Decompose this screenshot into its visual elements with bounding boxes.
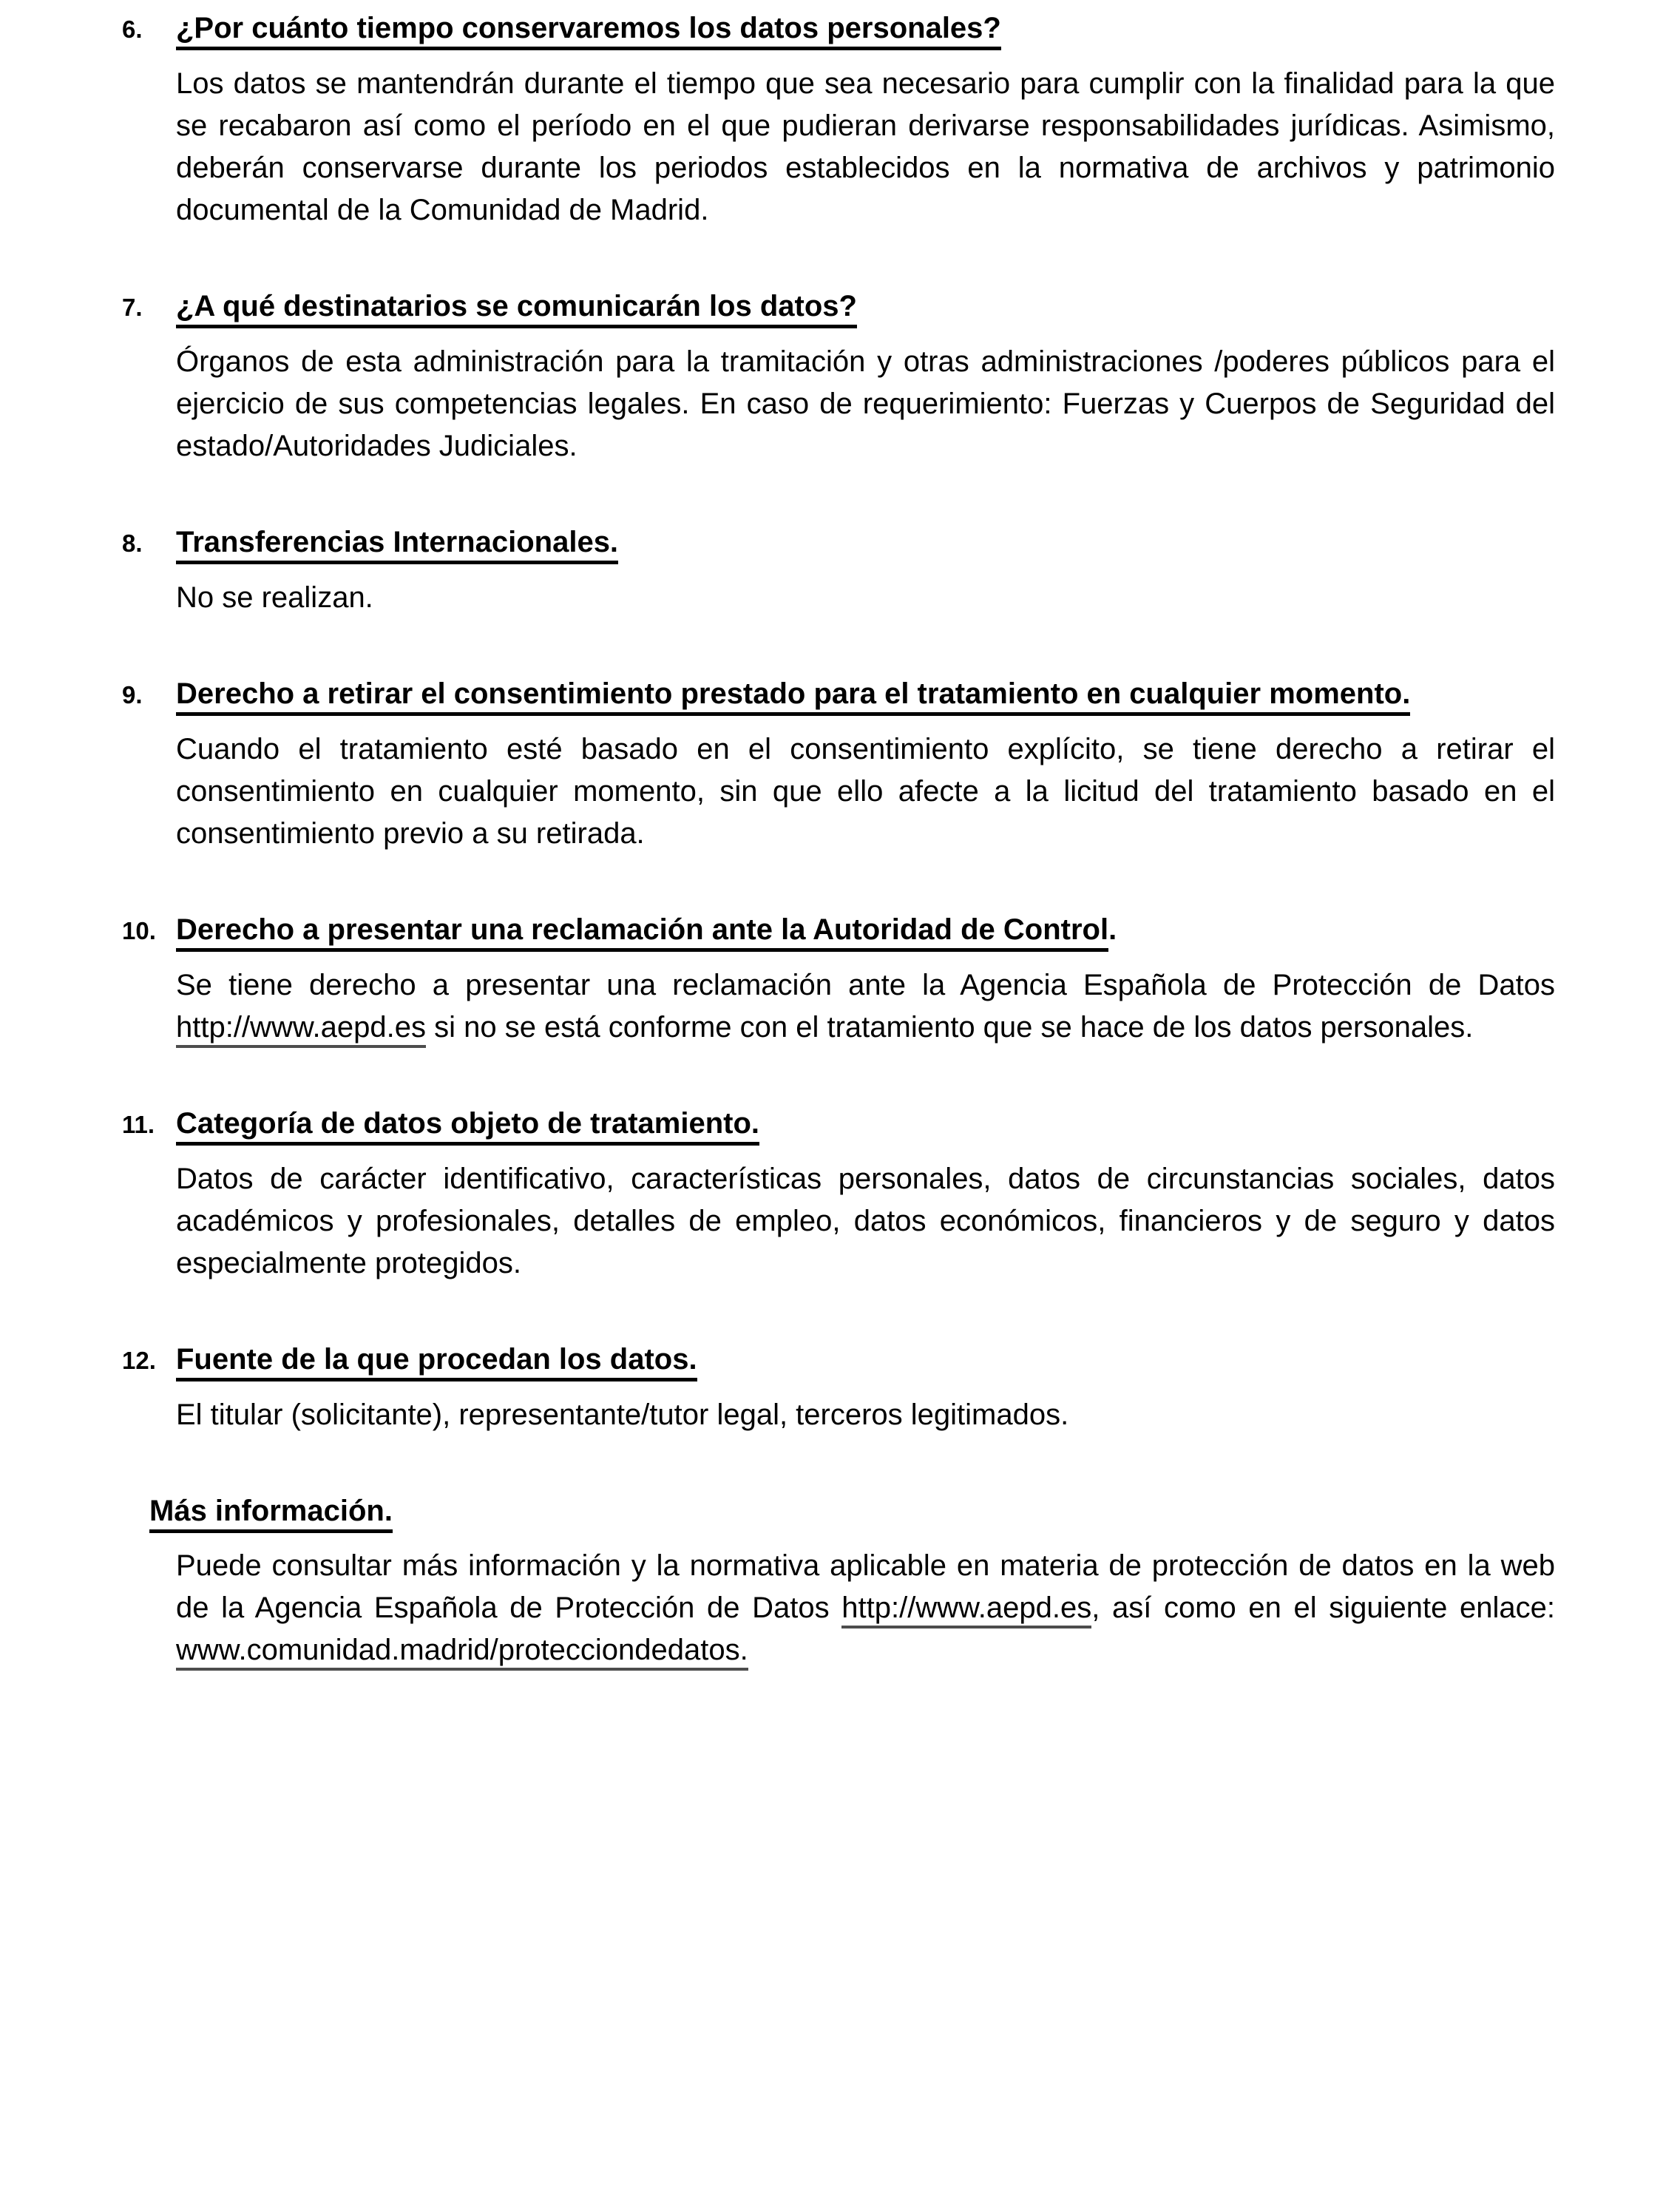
section-heading bbox=[176, 285, 857, 328]
paragraph-text: Puede consultar más información y la normativa aplicable en materia de protección de datos en la web de la Agencia Española de Protección de Datos bbox=[176, 1549, 1555, 1624]
section-heading-row bbox=[122, 7, 1555, 50]
paragraph-text: Cuando el tratamiento esté basado en el consentimiento explícito, se tiene derecho a retirar el consentimiento en cualquier momento, sin que ello afecte a la licitud del tratamiento basado en el consentimiento previo a su retirada. bbox=[176, 733, 1555, 850]
section-heading bbox=[176, 1339, 697, 1381]
section-heading-suffix: . bbox=[1108, 913, 1117, 946]
section-number: 7. bbox=[122, 294, 143, 321]
section-heading bbox=[176, 673, 1410, 715]
section-heading bbox=[176, 7, 1001, 50]
section-paragraph bbox=[176, 577, 1555, 619]
numbered-section bbox=[122, 285, 1555, 467]
section-number: 8. bbox=[122, 530, 143, 557]
section-heading-row bbox=[122, 521, 1555, 564]
section-heading-underlined-text: ¿A qué destinatarios se comunicarán los datos? bbox=[176, 290, 857, 328]
section-paragraph bbox=[176, 1545, 1555, 1671]
section-number: 6. bbox=[122, 16, 143, 43]
section-heading bbox=[149, 1490, 393, 1532]
section-heading-underlined-text: Derecho a presentar una reclamación ante la Autoridad de Control bbox=[176, 913, 1108, 952]
paragraph-text: Se tiene derecho a presentar una reclamación ante la Agencia Española de Protección de Datos bbox=[176, 969, 1555, 1001]
section-heading-row bbox=[122, 1490, 1555, 1532]
aepd-link[interactable]: http://www.aepd.es bbox=[841, 1592, 1091, 1629]
numbered-section bbox=[122, 1103, 1555, 1285]
section-heading-row bbox=[122, 1339, 1555, 1381]
paragraph-text: El titular (solicitante), representante/tutor legal, terceros legitimados. bbox=[176, 1398, 1069, 1431]
section-heading-underlined-text: Más información. bbox=[149, 1495, 393, 1533]
paragraph-text: Los datos se mantendrán durante el tiempo que sea necesario para cumplir con la finalidad para la que se recabaron así como el período en el que pudieran derivarse responsabilidades jurídicas. Asimismo, deberán conservarse durante los periodos establecidos en la normativa de archivos y patrimonio documental de la Comunidad de Madrid. bbox=[176, 67, 1555, 226]
section-heading-row bbox=[122, 285, 1555, 328]
numbered-section bbox=[122, 1339, 1555, 1436]
section-paragraph bbox=[176, 1394, 1555, 1436]
section-heading-underlined-text: Categoría de datos objeto de tratamiento. bbox=[176, 1107, 759, 1146]
document-content bbox=[122, 7, 1555, 1671]
paragraph-text: Datos de carácter identificativo, características personales, datos de circunstancias sociales, datos académicos y profesionales, detalles de empleo, datos económicos, financieros y de seguro y datos especialmente protegidos. bbox=[176, 1163, 1555, 1279]
section-paragraph bbox=[176, 63, 1555, 231]
section-heading-row bbox=[122, 1103, 1555, 1146]
paragraph-text: Órganos de esta administración para la tramitación y otras administraciones /poderes públicos para el ejercicio de sus competencias legales. En caso de requerimiento: Fuerzas y Cuerpos de Seguridad del estado/Autoridades Judiciales. bbox=[176, 345, 1555, 462]
aepd-link[interactable]: http://www.aepd.es bbox=[176, 1011, 426, 1048]
section-paragraph bbox=[176, 1158, 1555, 1285]
section-heading bbox=[176, 1103, 759, 1145]
numbered-section bbox=[122, 521, 1555, 619]
section-paragraph bbox=[176, 728, 1555, 855]
section-heading-underlined-text: Derecho a retirar el consentimiento prestado para el tratamiento en cualquier momento. bbox=[176, 677, 1410, 716]
section-number: 11. bbox=[122, 1111, 155, 1138]
section-heading-row bbox=[122, 673, 1555, 716]
section-heading-underlined-text: ¿Por cuánto tiempo conservaremos los datos personales? bbox=[176, 12, 1001, 50]
section-number: 10. bbox=[122, 917, 156, 944]
section-heading-underlined-text: Transferencias Internacionales. bbox=[176, 526, 618, 564]
numbered-section bbox=[122, 673, 1555, 855]
numbered-section bbox=[122, 909, 1555, 1049]
section-number: 9. bbox=[122, 681, 143, 708]
numbered-section bbox=[122, 1490, 1555, 1671]
paragraph-text: No se realizan. bbox=[176, 581, 373, 614]
section-heading-row bbox=[122, 909, 1555, 952]
section-paragraph bbox=[176, 341, 1555, 467]
section-heading-underlined-text: Fuente de la que procedan los datos. bbox=[176, 1343, 697, 1381]
section-number: 12. bbox=[122, 1347, 156, 1374]
comunidad-madrid-proteccion-datos-link[interactable]: www.comunidad.madrid/protecciondedatos. bbox=[176, 1634, 748, 1671]
numbered-section bbox=[122, 7, 1555, 231]
section-paragraph bbox=[176, 964, 1555, 1049]
section-heading bbox=[176, 909, 1117, 951]
paragraph-text: si no se está conforme con el tratamiento que se hace de los datos personales. bbox=[425, 1011, 1474, 1044]
paragraph-text: , así como en el siguiente enlace: bbox=[1091, 1592, 1555, 1624]
section-heading bbox=[176, 521, 618, 564]
